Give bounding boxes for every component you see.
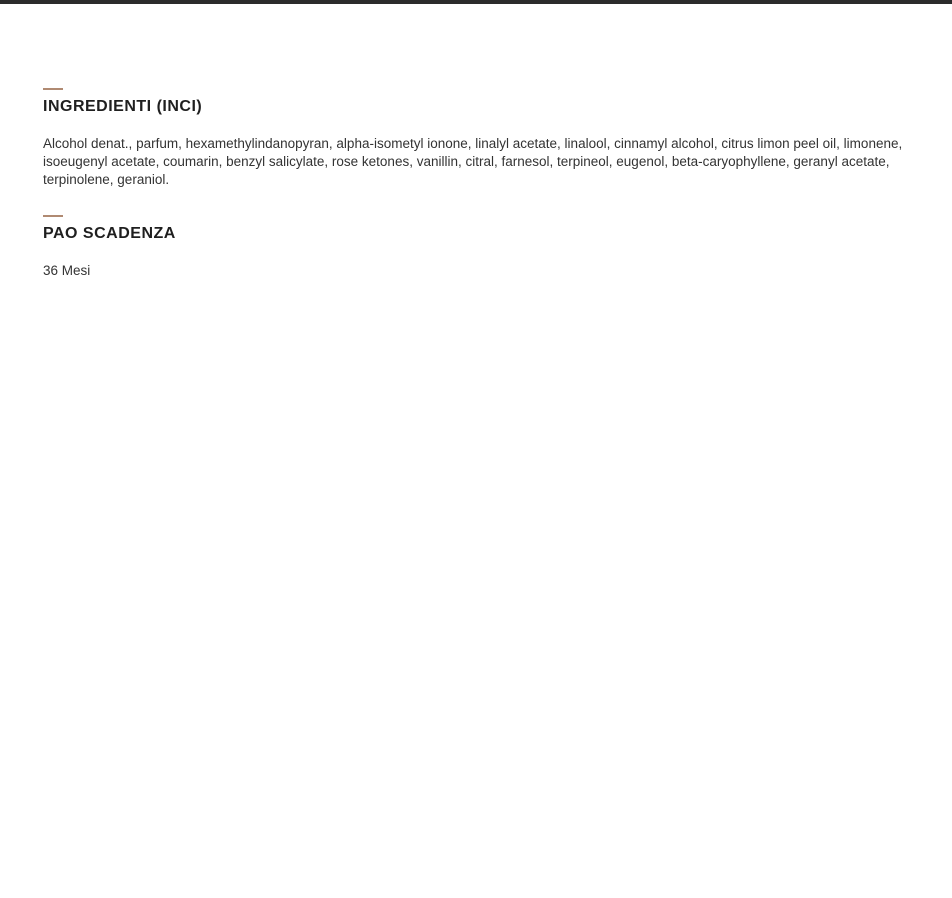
- product-details: [43, 88, 903, 280]
- pao-value: 36 Mesi: [43, 263, 91, 278]
- top-bar: [0, 0, 952, 4]
- pao-section: [43, 215, 903, 280]
- ingredients-section: [43, 88, 903, 189]
- accent-rule: [43, 215, 63, 217]
- ingredients-text: Alcohol denat., parfum, hexamethylindanopyran, alpha-isometyl ionone, linalyl acetate, linalool, cinnamyl alcohol, citrus limon peel oil, limonene, isoeugenyl acetate, coumarin, benzyl salicylate, rose ketones, vanillin, citral, farnesol, terpineol, eugenol, beta-caryophyllene, geranyl acetate, terpinolene, geraniol.: [43, 136, 903, 187]
- accent-rule: [43, 88, 63, 90]
- ingredients-heading: INGREDIENTI (INCI): [43, 98, 203, 115]
- pao-heading: PAO SCADENZA: [43, 225, 176, 242]
